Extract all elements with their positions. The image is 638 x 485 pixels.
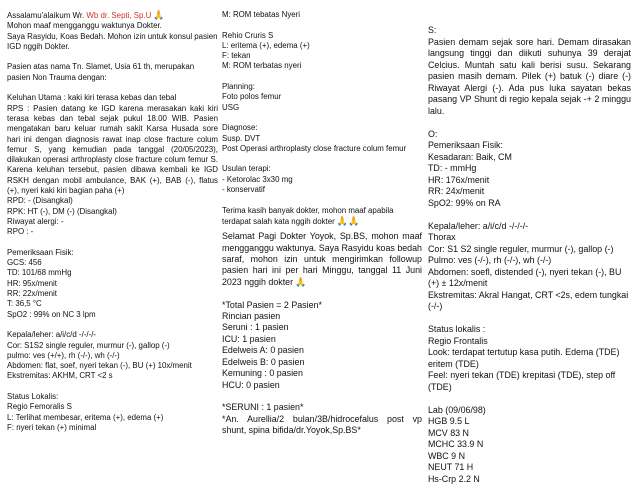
section-heading: Status lokalis : xyxy=(428,324,631,336)
text-line: Kemuning : 0 pasien xyxy=(222,368,422,379)
followup-intro xyxy=(222,231,422,288)
text-line: F: tekan xyxy=(222,51,422,61)
text-line: RPO : - xyxy=(7,227,218,237)
greeting-text: Assalamu'alaikum Wr. xyxy=(7,11,86,20)
lab-value: HGB 9.5 L xyxy=(428,416,631,428)
text-line: Regio Femoralis S xyxy=(7,402,218,412)
chief-complaint: Keluhan Utama : kaki kiri terasa kebas dan tebal xyxy=(7,93,218,103)
text-line: Kepala/leher: a/i/c/d -/-/-/- xyxy=(7,330,218,340)
text-line: Foto polos femur xyxy=(222,92,422,102)
text-line: *Total Pasien = 2 Pasien* xyxy=(222,300,422,311)
text-line: TD: 101/68 mmHg xyxy=(7,268,218,278)
text-line: SpO2: 99% on RA xyxy=(428,198,631,210)
text-line: RR: 22x/menit xyxy=(7,289,218,299)
message-column-3 xyxy=(428,25,631,485)
lab-value: Hs-Crp 2.2 N xyxy=(428,474,631,485)
section-heading: Diagnose: xyxy=(222,123,422,133)
text-line: Abdomen: soefl, distended (-), nyeri tekan (-), BU (+) ± 12x/menit xyxy=(428,267,631,290)
text-line: M: ROM tebatas Nyeri xyxy=(222,10,422,20)
rps-paragraph: RPS : Pasien datang ke IGD karena merasakan kaki kiri terasa kebas dan tebal sejak pukul 18.00 WIB. Pasien mengatakan baru keluar rumah sakit Karsa Husada sore hari ini dengan diagnosis rawat inap close fracture colum femur S, yang kemudian pada tanggal (20/05/2023), dilakukan operasi arthroplasty close fracture colum femur S. Karena keluhan tersebut, pasien dibawa kembali ke IGD RSKH dengan mobil ambulance, BAK (+), BAB (-), flatus (+), nyeri kaki kiri bagian paha (+) xyxy=(7,104,218,197)
pray-emoji-icon: 🙏 xyxy=(295,277,306,287)
subjective-paragraph: Pasien demam sejak sore hari. Demam dirasakan langsung tinggi dan diikuti suhunya 39 derajat Celcius. Muntah satu kali berisi susu. Sekarang pasien masih demam. Pilek (+) batuk (-) diare (-) Riwayat Alergi (-). Ada pus luka sayatan bekas pasang VP Shunt di regio kepala sejak -+ 2 minggu lalu. xyxy=(428,37,631,118)
text-line: - Ketorolac 3x30 mg xyxy=(222,175,422,185)
text-line: RPD: - (Disangkal) xyxy=(7,196,218,206)
text-line: Rehio Cruris S xyxy=(222,31,422,41)
patient-line: *An. Aurellia/2 bulan/3B/hidrocefalus post vp shunt, spina bifida/dr.Yoyok,Sp.BS* xyxy=(222,414,422,437)
message-column-2 xyxy=(222,10,422,437)
text-line: RPK: HT (-), DM (-) (Disangkal) xyxy=(7,207,218,217)
text-line: Cor: S1 S2 single reguler, murmur (-), gallop (-) xyxy=(428,244,631,256)
pray-emoji-icon: 🙏🙏 xyxy=(337,216,359,226)
text-line: Rincian pasien xyxy=(222,311,422,322)
pray-emoji-icon: 🙏 xyxy=(153,10,164,20)
section-heading: O: xyxy=(428,129,631,141)
text-line: Kepala/leher: a/i/c/d -/-/-/- xyxy=(428,221,631,233)
text-line: L: Terlihat membesar, eritema (+), edema (+) xyxy=(7,413,218,423)
text-line: Ekstremitas: AKHM, CRT <2 s xyxy=(7,371,218,381)
text-line: Regio Frontalis xyxy=(428,336,631,348)
text-line: Mohon maaf mengganggu waktunya Dokter. xyxy=(7,21,218,31)
text-line: Pemeriksaan Fisik: xyxy=(428,140,631,152)
lab-value: MCV 83 N xyxy=(428,428,631,440)
text-line: HR: 95x/menit xyxy=(7,279,218,289)
lab-value: WBC 9 N xyxy=(428,451,631,463)
text-line: F: nyeri tekan (+) minimal xyxy=(7,423,218,433)
text-line: TD: - mmHg xyxy=(428,163,631,175)
text-line: L: eritema (+), edema (+) xyxy=(222,41,422,51)
text-line: *SERUNI : 1 pasien* xyxy=(222,402,422,413)
text-line: Saya Rasyidu, Koas Bedah. Mohon izin untuk konsul pasien IGD nggih Dokter. xyxy=(7,32,218,53)
text-line: RR: 24x/menit xyxy=(428,186,631,198)
text-line: Abdomen: flat, soef, nyeri tekan (-), BU (+) 10x/menit xyxy=(7,361,218,371)
text-line: Kesadaran: Baik, CM xyxy=(428,152,631,164)
text-line: GCS: 456 xyxy=(7,258,218,268)
text-line: Thorax xyxy=(428,232,631,244)
section-heading: Planning: xyxy=(222,82,422,92)
text-line: Feel: nyeri tekan (TDE) krepitasi (TDE), step off (TDE) xyxy=(428,370,631,393)
text-line: Cor: S1S2 single reguler, murmur (-), gallop (-) xyxy=(7,341,218,351)
text-line: Seruni : 1 pasien xyxy=(222,322,422,333)
text-line: HR: 176x/menit xyxy=(428,175,631,187)
section-heading: Pemeriksaan Fisik: xyxy=(7,248,218,258)
section-heading: Usulan terapi: xyxy=(222,164,422,174)
text-line: Pulmo: ves (-/-), rh (-/-), wh (-/-) xyxy=(428,255,631,267)
followup-message xyxy=(222,231,422,436)
lab-value: NEUT 71 H xyxy=(428,462,631,474)
lab-value: MCHC 33.9 N xyxy=(428,439,631,451)
thanks-text: Terima kasih banyak dokter, mohon maaf apabila terdapat salah kata nggih dokter xyxy=(222,206,394,226)
followup-intro-text: Selamat Pagi Dokter Yoyok, Sp.BS, mohon maaf mengganggu waktunya. Saya Rasyidu koas bedah saraf, mohon izin untuk mengirimkan followup pasien hari ini per hari Minggu, tanggal 11 Juni 2023 nggih dokter xyxy=(222,231,422,287)
text-line: pulmo: ves (+/+), rh (-/-), wh (-/-) xyxy=(7,351,218,361)
section-heading: Status Lokalis: xyxy=(7,392,218,402)
thanks-line xyxy=(222,206,422,228)
text-line: ICU: 1 pasien xyxy=(222,334,422,345)
text-line: M: ROM terbatas nyeri xyxy=(222,61,422,71)
text-line: SpO2 : 99% on NC 3 lpm xyxy=(7,310,218,320)
text-line: Look: terdapat tertutup kasa putih. Edema (TDE) eritem (TDE) xyxy=(428,347,631,370)
text-line: T: 36,5 °C xyxy=(7,299,218,309)
text-line: - konservatif xyxy=(222,185,422,195)
text-line: Riwayat alergi: - xyxy=(7,217,218,227)
section-heading: S: xyxy=(428,25,631,37)
doctor-name-highlight: Wb dr. Septi, Sp.U xyxy=(86,11,151,20)
greeting-line xyxy=(7,10,218,21)
text-line: Edelweis A: 0 pasien xyxy=(222,345,422,356)
text-line: Post Operasi arthroplasty close fracture colum femur xyxy=(222,144,422,154)
text-line: Pasien atas nama Tn. Slamet, Usia 61 th, merupakan pasien Non Trauma dengan: xyxy=(7,62,218,83)
section-heading: Lab (09/06/98) xyxy=(428,405,631,417)
message-column-1 xyxy=(7,10,218,433)
text-line: Ekstremitas: Akral Hangat, CRT <2s, edem tungkai (-/-) xyxy=(428,290,631,313)
text-line: Susp. DVT xyxy=(222,134,422,144)
text-line: Edelweis B: 0 pasien xyxy=(222,357,422,368)
text-line: USG xyxy=(222,103,422,113)
text-line: HCU: 0 pasien xyxy=(222,380,422,391)
